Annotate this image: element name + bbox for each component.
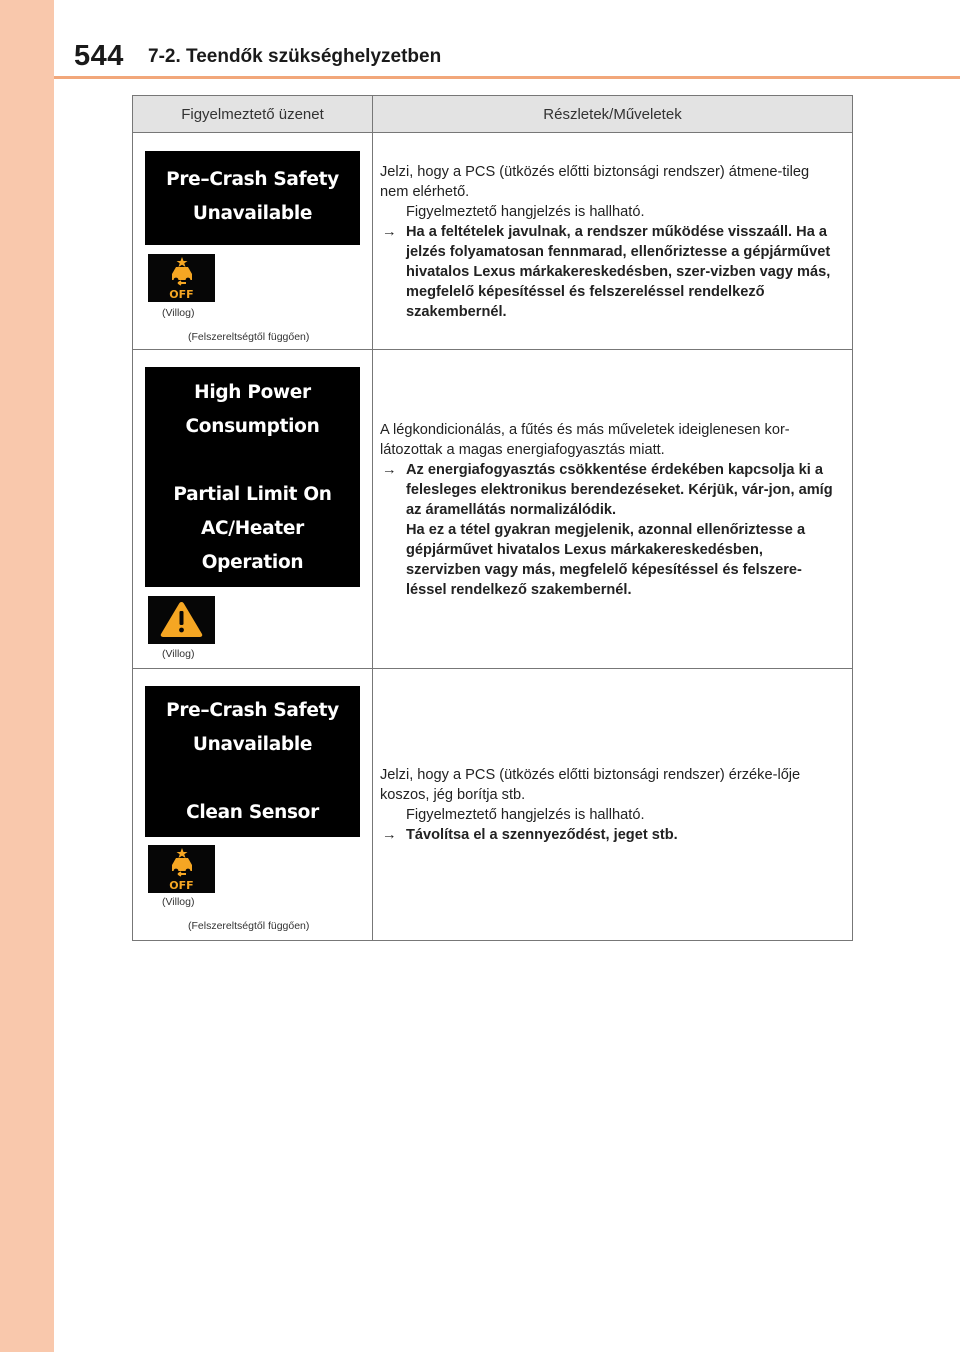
action-text: Az energiafogyasztás csökkentése érdekében kapcsolja ki a felesleges elektronikus berendezéseket. Kérjük, vár-jon, amíg az áramellátás normalizálódik. bbox=[406, 462, 833, 518]
description-text: Jelzi, hogy a PCS (ütközés előtti biztonsági rendszer) érzéke-lője koszos, jég borítja stb. bbox=[380, 767, 801, 803]
display-line: Pre–Crash Safety bbox=[166, 700, 339, 721]
column-header-message: Figyelmeztető üzenet bbox=[133, 96, 373, 133]
equipment-note: (Felszereltségtől függően) bbox=[188, 920, 310, 932]
pcs-off-icon bbox=[148, 845, 215, 893]
flash-label: (Villog) bbox=[162, 648, 195, 660]
details-cell bbox=[373, 350, 853, 669]
note-text: Figyelmeztető hangjelzés is hallható. bbox=[406, 204, 645, 220]
details-cell bbox=[373, 669, 853, 941]
arrow-icon: → bbox=[382, 827, 397, 843]
description-text: Jelzi, hogy a PCS (ütközés előtti biztonsági rendszer) átmene-tileg nem elérhető. bbox=[380, 164, 810, 200]
details-cell bbox=[373, 133, 853, 350]
message-cell bbox=[133, 669, 373, 941]
action-item bbox=[380, 825, 838, 845]
display-line: Pre–Crash Safety bbox=[166, 169, 339, 190]
note-text: Figyelmeztető hangjelzés is hallható. bbox=[406, 807, 645, 823]
action-item-continued bbox=[380, 520, 838, 600]
indicator-off-text: OFF bbox=[169, 288, 194, 301]
action-text: Ha a feltételek javulnak, a rendszer működése visszaáll. Ha a jelzés folyamatosan fennmarad, ellenőriztesse a gépjárművet hivatalos Lexus márkakereskedésben, szer-vizben vagy más, megfelelő képesítéssel és felszereléssel rendelkező szakembernél. bbox=[406, 224, 831, 320]
action-text: Ha ez a tétel gyakran megjelenik, azonnal ellenőriztesse a gépjárművet hivatalos Lexus márkakereskedésben, szervizben vagy más, megfelelő képesítéssel és felszere-léssel rendelkező szakembernél. bbox=[406, 522, 806, 598]
column-header-details: Részletek/Műveletek bbox=[373, 96, 853, 133]
description-text: A légkondicionálás, a fűtés és más műveletek ideiglenesen kor-látozottak a magas energiafogyasztás miatt. bbox=[380, 422, 790, 458]
display-line: Clean Sensor bbox=[186, 802, 319, 823]
action-item bbox=[380, 222, 838, 322]
equipment-note: (Felszereltségtől függően) bbox=[188, 331, 310, 343]
table-row bbox=[133, 350, 853, 669]
message-cell bbox=[133, 350, 373, 669]
pcs-off-icon bbox=[148, 254, 215, 302]
table-row bbox=[133, 669, 853, 941]
warning-triangle-icon bbox=[148, 596, 215, 644]
display-line: Unavailable bbox=[192, 734, 313, 755]
message-cell bbox=[133, 133, 373, 350]
display-line: AC/Heater bbox=[201, 518, 304, 539]
flash-label: (Villog) bbox=[162, 307, 195, 319]
action-text: Távolítsa el a szennyeződést, jeget stb. bbox=[406, 827, 678, 843]
display-line: Operation bbox=[201, 552, 304, 573]
display-line: High Power bbox=[194, 382, 311, 403]
display-message-screen bbox=[145, 151, 360, 245]
side-color-band bbox=[0, 0, 54, 1352]
table-row bbox=[133, 133, 853, 350]
display-line: Partial Limit On bbox=[173, 484, 332, 505]
indicator-off-text: OFF bbox=[169, 879, 194, 892]
header-rule bbox=[54, 76, 960, 79]
display-line: Consumption bbox=[185, 416, 320, 437]
display-message-screen bbox=[145, 686, 360, 837]
display-line: Unavailable bbox=[192, 203, 313, 224]
warning-message-table bbox=[132, 95, 853, 941]
table-header-row bbox=[133, 96, 853, 133]
arrow-icon: → bbox=[382, 462, 397, 478]
action-item bbox=[380, 460, 838, 520]
display-message-screen bbox=[145, 367, 360, 587]
page-number: 544 bbox=[74, 40, 124, 72]
flash-label: (Villog) bbox=[162, 896, 195, 908]
chapter-title: 7-2. Teendők szükséghelyzetben bbox=[148, 46, 442, 67]
arrow-icon: → bbox=[382, 224, 397, 240]
